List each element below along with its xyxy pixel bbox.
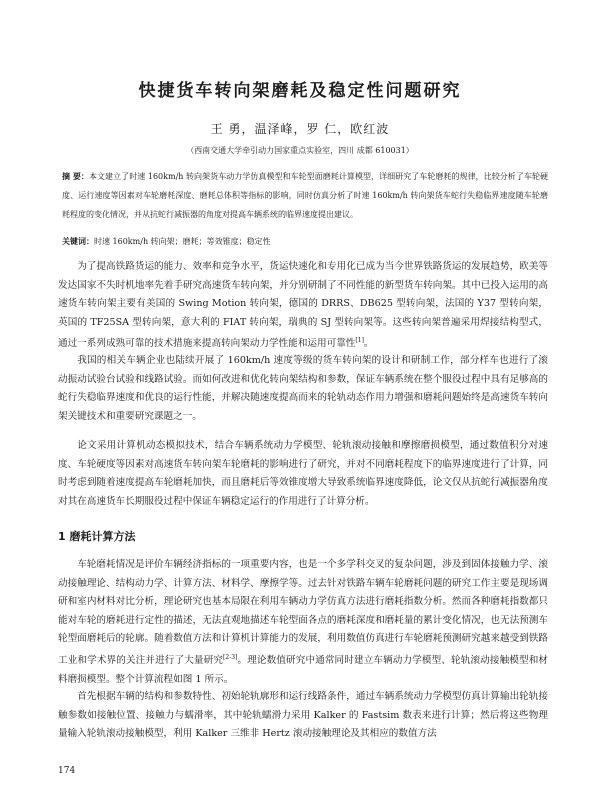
keywords [62,236,548,248]
keywords-label: 关键词： [62,237,94,246]
abstract-text: 本文建立了时速 160km/h 转向架货车动力学仿真模型和车轮型面磨耗计算模型，详细研究了车轮磨耗的规律，比较分析了车轮硬度、运行速度等因素对车轮磨耗深度、磨耗总体积等指标的影响，同时仿真分析了时速 160km/h 转向架货车蛇行失稳临界速度随车轮磨耗程度的变化情况，并从抗蛇行减振器的角度对提高车辆系统的临界速度提出建议。 [62,172,548,219]
citation: [2-3] [223,653,238,661]
paragraph-text: 为了提高铁路货运的能力、效率和竞争水平，货运快速化和专用化已成为当今世界铁路货运的发展趋势，欧美等发达国家不失时机地率先着手研究高速货车转向架，并分别研制了不同性能的新型货车转向架。其中已投入运用的高速货车转向架主要有美国的 Swing Motion 转向架，德国的 DRRS、DB625 型转向架，法国的 Y37 型转向架，英国的 TF25SA 型转向架，意大利的 FIAT 转向架，瑞典的 SJ 型转向架等。这些转向架普遍采用焊接结构型式，通过一系列成熟可靠的技术措施来提高转向架动力学性能和运用可靠性 [58,261,548,350]
paragraph-end: 。理论数值研究中通常同时建立车辆动力学模型、轮轨滚动接触模型和材料磨损模型。整个计算流程如图 1 所示。 [58,655,549,685]
section-paragraph-1 [58,556,548,689]
paper-title: 快捷货车转向架磨耗及稳定性问题研究 [138,81,462,101]
body-paragraph-2: 我国的相关车辆企业也陆续开展了 160km/h 速度等级的货车转向架的设计和研制工作，部分样车也进行了滚动振动试验台试验和线路试验。而如何改进和优化转向架结构和参数，保证车辆系统在整个服役过程中具有足够高的蛇行失稳临界速度和优良的运行性能，并解决随速度提高而来的轮轨动态作用力增强和磨耗问题始终是高速货车转向架关键技术和重要研究课题之一。 [58,355,548,422]
paragraph-text: 车轮磨耗情况是评价车辆经济指标的一项重要内容，也是一个多学科交叉的复杂问题，涉及到固体接触力学、滚动接触理论、结构动力学、计算方法、材料学、摩擦学等。过去针对铁路车辆车轮磨耗问题的研究工作主要是现场调研和室内材料对比分析，理论研究也基本局限在利用车辆动力学仿真方法进行磨耗指数分析。然而各种磨耗指数都只能对车轮的磨耗进行定性的描述，无法直观地描述车轮型面各点的磨耗深度和磨耗量的累计变化情况，也无法预测车轮型面磨耗后的轮廓。随着数值方法和计算机计算能力的发展，利用数值仿真进行车轮磨耗预测研究越来越受到铁路工业和学术界的关注并进行了大量研究 [58,559,548,667]
body-paragraph-1 [58,258,548,354]
body-paragraph-3: 论文采用计算机动态模拟技术，结合车辆系统动力学模型、轮轨滚动接触和摩擦磨损模型，通过数值积分对速度、车轮硬度等因素对高速货车转向架车轮磨耗的影响进行了研究，并对不同磨耗程度下的临界速度进行了计算，同时考虑到随着速度提高车轮磨耗加快，而且磨耗后等效锥度增大导致系统临界速度降低，论文仅从抗蛇行减振器角度对其在高速货车长期服役过程中保证车辆稳定运行的作用进行了计算分析。 [58,440,548,507]
abstract-label: 摘 要： [62,172,89,181]
keywords-text: 时速 160km/h 转向架；磨耗；等效锥度；稳定性 [94,237,271,246]
citation: [1] [355,337,364,345]
abstract [62,167,548,224]
author-list: 王 勇，温泽峰，罗 仁，欧红波 [210,122,390,136]
paragraph-end: 。 [363,338,374,350]
section-paragraph-2: 首先根据车辆的结构和参数特性、初始轮轨廓形和运行线路条件，通过车辆系统动力学模型仿真计算输出轮轨接触参数如接触位置、接触力与蠕滑率，其中轮轨蠕滑力采用 Kalker 的 Fastsim 数表来进行计算；然后将这些物理量输入轮轨滚动接触模型，利用 Kalker 三维非 Hertz 滚动接触理论及其相应的数值方法 [58,691,548,740]
affiliation: （西南交通大学牵引动力国家重点实验室，四川 成都 610031） [186,146,414,155]
page-number: 174 [58,766,76,776]
section-heading: 1 磨耗计算方法 [58,530,136,543]
